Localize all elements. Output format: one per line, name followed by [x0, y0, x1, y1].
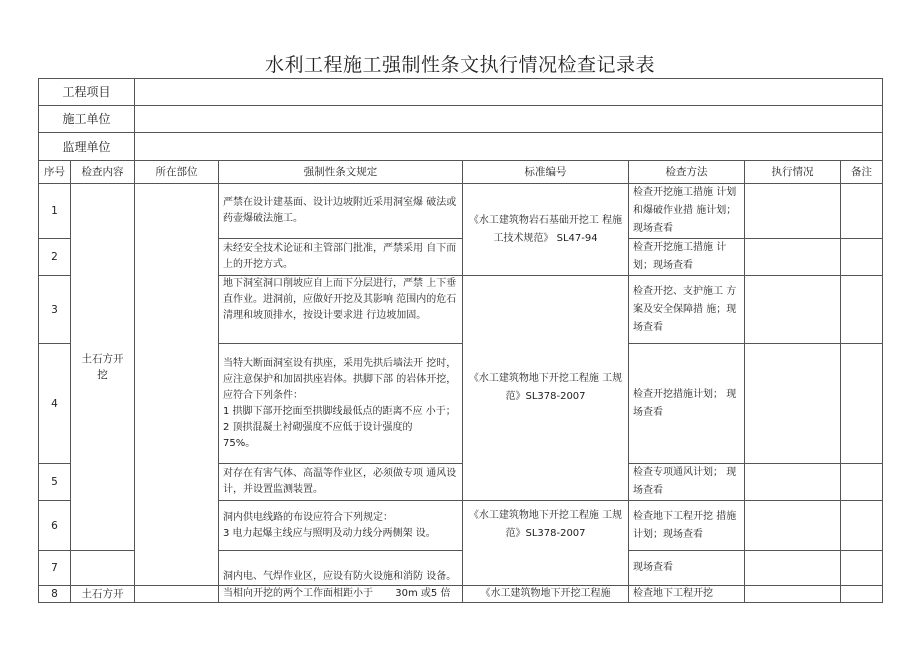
method-cell: 检查开挖、支护施工 方案及安全保障措 施；现场查看 — [629, 276, 745, 344]
remark-cell[interactable] — [841, 344, 883, 464]
row-seq: 5 — [39, 464, 71, 501]
method-cell: 检查开挖施工措施 计划和爆破作业措 施计划；现场查看 — [629, 184, 745, 239]
row-seq: 2 — [39, 239, 71, 276]
remark-cell[interactable] — [841, 464, 883, 501]
status-cell[interactable] — [745, 464, 841, 501]
method-cell: 检查开挖措施计划； 现场查看 — [629, 344, 745, 464]
clause-cell — [219, 551, 463, 586]
table-row — [39, 184, 883, 239]
content-cell: 土石方开 — [71, 586, 135, 603]
clause-text: 未经安全技术论证和主管部门批准，严禁采用 自下而上的开挖方式。 — [223, 243, 457, 270]
clause-cell — [219, 586, 463, 603]
supervisor-value-cell[interactable] — [135, 133, 883, 161]
standard-cell: 《水工建筑物地下开挖工程施 工规范》SL378-2007 — [463, 276, 629, 501]
clause-text: 75%。 — [223, 437, 256, 449]
clause-text: 3 电力起爆主线应与照明及动力线分两侧架 设。 — [223, 527, 436, 539]
standard-cell: 《水工建筑物地下开挖工程施 工规范》SL378-2007 — [463, 501, 629, 586]
status-cell[interactable] — [745, 344, 841, 464]
header-clause: 强制性条文规定 — [219, 161, 463, 184]
table-row — [39, 586, 883, 603]
inspection-table — [38, 78, 883, 603]
clause-cell — [219, 184, 463, 239]
location-cell[interactable] — [135, 184, 219, 586]
clause-text: 洞内供电线路的布设应符合下列规定： — [223, 511, 394, 523]
clause-cell — [219, 276, 463, 344]
status-cell[interactable] — [745, 551, 841, 586]
standard-cell: 《水工建筑物岩石基础开挖工 程施工技术规范》 SL47-94 — [463, 184, 629, 276]
clause-text: 当相向开挖的两个工作面相距小于 30m 或5 倍 — [223, 588, 451, 599]
method-cell: 检查地下工程开挖 — [629, 586, 745, 603]
supervisor-label: 监理单位 — [39, 133, 135, 161]
method-cell: 现场查看 — [629, 551, 745, 586]
clause-text: 1 拱脚下部开挖面至拱脚线最低点的距离不应 小于； — [223, 405, 456, 417]
remark-cell[interactable] — [841, 239, 883, 276]
status-cell[interactable] — [745, 184, 841, 239]
header-remark: 备注 — [841, 161, 883, 184]
method-cell: 检查地下工程开挖 措施计划；现场查看 — [629, 501, 745, 551]
contractor-label: 施工单位 — [39, 106, 135, 133]
standard-cell: 《水工建筑物地下开挖工程施 — [463, 586, 629, 603]
clause-text: 地下洞室洞口削坡应自上而下分层进行，严禁 上下垂直作业。进洞前，应做好开挖及其影响 范围内的危石清理和坡顶排水，按设计要求进 行边坡加固。 — [223, 278, 457, 321]
content-cell: 土石方开 挖 — [71, 184, 135, 551]
clause-cell — [219, 344, 463, 464]
clause-text: 洞内电、气焊作业区，应设有防火设施和消防 设备。 — [223, 571, 457, 582]
header-content: 检查内容 — [71, 161, 135, 184]
page-title: 水利工程施工强制性条文执行情况检查记录表 — [264, 54, 655, 76]
header-status: 执行情况 — [745, 161, 841, 184]
status-cell[interactable] — [745, 586, 841, 603]
project-row — [39, 79, 883, 106]
clause-cell — [219, 464, 463, 501]
status-cell[interactable] — [745, 276, 841, 344]
location-cell[interactable] — [135, 586, 219, 603]
header-method: 检查方法 — [629, 161, 745, 184]
clause-cell — [219, 501, 463, 551]
remark-cell[interactable] — [841, 184, 883, 239]
clause-text: 对存在有害气体、高温等作业区，必须做专项 通风设计，并设置监测装置。 — [223, 468, 457, 495]
clause-text: 严禁在设计建基面、设计边坡附近采用洞室爆 破法或药壶爆破法施工。 — [223, 197, 457, 224]
clause-text: 当特大断面洞室设有拱座，采用先拱后墙法开 挖时，应注意保护和加固拱座岩体。拱脚下部 的岩体开挖，应符合下列条件： — [223, 357, 457, 401]
header-location: 所在部位 — [135, 161, 219, 184]
project-value-cell[interactable] — [135, 79, 883, 106]
contractor-value-cell[interactable] — [135, 106, 883, 133]
row-seq: 4 — [39, 344, 71, 464]
header-standard: 标准编号 — [463, 161, 629, 184]
clause-text: 2 顶拱混凝土衬砌强度不应低于设计强度的 — [223, 421, 413, 433]
row-seq: 6 — [39, 501, 71, 551]
method-cell: 检查专项通风计划； 现场查看 — [629, 464, 745, 501]
row-seq: 1 — [39, 184, 71, 239]
method-cell: 检查开挖施工措施 计划；现场查看 — [629, 239, 745, 276]
remark-cell[interactable] — [841, 551, 883, 586]
header-seq: 序号 — [39, 161, 71, 184]
status-cell[interactable] — [745, 501, 841, 551]
contractor-row — [39, 106, 883, 133]
row-seq: 7 — [39, 551, 71, 586]
row-seq: 3 — [39, 276, 71, 344]
remark-cell[interactable] — [841, 501, 883, 551]
remark-cell[interactable] — [841, 586, 883, 603]
content-cell-empty — [71, 551, 135, 586]
status-cell[interactable] — [745, 239, 841, 276]
supervisor-row — [39, 133, 883, 161]
clause-cell — [219, 239, 463, 276]
row-seq: 8 — [39, 586, 71, 603]
table-header-row — [39, 161, 883, 184]
project-label: 工程项目 — [39, 79, 135, 106]
remark-cell[interactable] — [841, 276, 883, 344]
